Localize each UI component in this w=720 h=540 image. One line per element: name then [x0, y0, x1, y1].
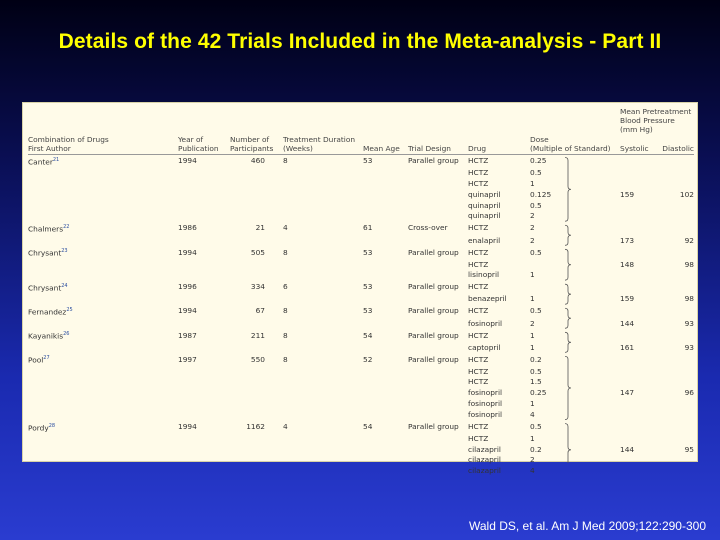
- diastolic-bp: 93: [684, 342, 694, 352]
- diastolic-bp: 95: [684, 444, 694, 454]
- trial-design: Parallel group: [408, 282, 459, 292]
- dose-multiple: 4: [530, 409, 535, 419]
- dose-braces: [23, 103, 699, 463]
- dose-multiple: 2: [530, 223, 535, 233]
- brace-mark: [565, 158, 571, 222]
- dose-multiple: 1.5: [530, 377, 542, 387]
- diastolic-bp: 92: [684, 235, 694, 245]
- author-name: Chalmers: [28, 224, 64, 234]
- drug-name: HCTZ: [468, 179, 489, 189]
- citation: Wald DS, et al. Am J Med 2009;122:290-300: [468, 519, 706, 533]
- header-year: Year of Publication: [178, 135, 230, 155]
- mean-age: 53: [363, 247, 373, 257]
- slide-title: Details of the 42 Trials Included in the Meta-analysis - Part II: [58, 30, 662, 53]
- bp-group-header: Mean Pretreatment Blood Pressure (mm Hg): [620, 107, 692, 134]
- duration-weeks: 8: [283, 330, 288, 340]
- diastolic-bp: 96: [684, 388, 694, 398]
- duration-weeks: 4: [283, 223, 288, 233]
- publication-year: 1986: [178, 223, 197, 233]
- publication-year: 1987: [178, 330, 197, 340]
- mean-age: 54: [363, 421, 373, 431]
- drug-name: quinapril: [468, 189, 501, 199]
- dose-multiple: 1: [530, 342, 535, 352]
- participants: 211: [250, 330, 265, 340]
- brace-mark: [565, 225, 571, 245]
- empty-cell: [408, 466, 468, 477]
- trial-design: Parallel group: [408, 156, 459, 166]
- systolic-bp: 144: [620, 318, 635, 328]
- dose-multiple: 1: [530, 270, 535, 280]
- drug-name: lisinopril: [468, 270, 500, 280]
- drug-name: enalapril: [468, 235, 501, 245]
- participants: 334: [250, 282, 265, 292]
- dose-multiple: 0.5: [530, 168, 542, 178]
- drug-name: HCTZ: [468, 421, 489, 431]
- header-author: Combination of Drugs First Author: [28, 135, 178, 155]
- author-name: Canter: [28, 157, 53, 167]
- empty-cell: [230, 466, 283, 477]
- brace-mark: [565, 249, 571, 280]
- participants: 505: [250, 247, 265, 257]
- mean-age: 53: [363, 156, 373, 166]
- dose-multiple: 0.2: [530, 444, 542, 454]
- dose-multiple: 2: [530, 455, 535, 465]
- duration-weeks: 8: [283, 306, 288, 316]
- mean-age: 52: [363, 354, 373, 364]
- dose-multiple: 1: [530, 330, 535, 340]
- author-name: Chrysant: [28, 283, 62, 293]
- drug-name: benazepril: [468, 294, 507, 304]
- header-drug: Drug: [468, 135, 530, 155]
- header-dose: Dose (Multiple of Standard): [530, 135, 620, 155]
- systolic-bp: 144: [620, 444, 635, 454]
- trials-table-panel: [22, 102, 698, 476]
- drug-name: HCTZ: [468, 377, 489, 387]
- duration-weeks: 8: [283, 156, 288, 166]
- drug-name: captopril: [468, 342, 501, 352]
- participants: 1162: [246, 421, 265, 431]
- trial-design: Parallel group: [408, 354, 459, 364]
- drug-name: HCTZ: [468, 330, 489, 340]
- dose-multiple: 0.25: [530, 156, 547, 166]
- author-name: Pordy: [28, 423, 49, 433]
- participants: 67: [255, 306, 265, 316]
- brace-mark: [565, 284, 571, 304]
- drug-name: quinapril: [468, 211, 501, 221]
- mean-age: 53: [363, 306, 373, 316]
- participants: 460: [250, 156, 265, 166]
- trial-design: Parallel group: [408, 306, 459, 316]
- drug-name: fosinopril: [468, 409, 503, 419]
- drug-name: HCTZ: [468, 354, 489, 364]
- dose-multiple: 0.5: [530, 366, 542, 376]
- diastolic-bp: 93: [684, 318, 694, 328]
- dose-multiple: 0.25: [530, 388, 547, 398]
- publication-year: 1994: [178, 306, 197, 316]
- drug-name: HCTZ: [468, 259, 489, 269]
- drug-name: HCTZ: [468, 433, 489, 443]
- mean-age: 61: [363, 223, 373, 233]
- drug-name: HCTZ: [468, 282, 489, 292]
- header-systolic: Systolic: [620, 135, 660, 155]
- header-age: Mean Age: [363, 135, 408, 155]
- author-name: Fernandez: [28, 307, 67, 317]
- diastolic-bp: 102: [679, 189, 694, 199]
- header-participants: Number of Participants: [230, 135, 283, 155]
- systolic-bp: 161: [620, 342, 635, 352]
- dose-multiple: 1: [530, 294, 535, 304]
- reference-number: 23: [61, 248, 68, 255]
- drug-name: HCTZ: [468, 366, 489, 376]
- reference-number: 25: [66, 307, 73, 314]
- duration-weeks: 4: [283, 421, 288, 431]
- publication-year: 1994: [178, 421, 197, 431]
- drug-name: fosinopril: [468, 388, 503, 398]
- dose-multiple: 4: [530, 466, 535, 476]
- drug-name: HCTZ: [468, 168, 489, 178]
- duration-weeks: 6: [283, 282, 288, 292]
- reference-number: 22: [63, 224, 70, 231]
- author-name: Chrysant: [28, 248, 62, 258]
- systolic-bp: 159: [620, 294, 635, 304]
- publication-year: 1994: [178, 247, 197, 257]
- brace-mark: [565, 424, 571, 463]
- drug-name: fosinopril: [468, 399, 503, 409]
- author-name: Kayanikis: [28, 331, 64, 341]
- empty-cell: [178, 466, 230, 477]
- trial-design: Parallel group: [408, 247, 459, 257]
- dose-multiple: 0.5: [530, 247, 542, 257]
- drug-name: quinapril: [468, 200, 501, 210]
- header-design: Trial Design: [408, 135, 468, 155]
- reference-number: 27: [43, 355, 50, 362]
- systolic-bp: 148: [620, 259, 635, 269]
- reference-number: 21: [52, 157, 60, 163]
- drug-name: fosinopril: [468, 318, 503, 328]
- dose-multiple: 0.5: [530, 421, 542, 431]
- publication-year: 1996: [178, 282, 197, 292]
- participants: 550: [250, 354, 265, 364]
- diastolic-bp: 98: [684, 294, 694, 304]
- publication-year: 1994: [178, 156, 197, 166]
- duration-weeks: 8: [283, 354, 288, 364]
- empty-cell: [620, 466, 660, 477]
- empty-cell: [660, 466, 694, 477]
- dose-multiple: 1: [530, 179, 535, 189]
- empty-cell: [363, 466, 408, 477]
- reference-number: 24: [61, 283, 68, 290]
- dose-multiple: 0.2: [530, 354, 542, 364]
- duration-weeks: 8: [283, 247, 288, 257]
- dose-multiple: 1: [530, 399, 535, 409]
- publication-year: 1997: [178, 354, 197, 364]
- systolic-bp: 173: [620, 235, 635, 245]
- dose-multiple: 0.5: [530, 306, 542, 316]
- empty-cell: [283, 466, 363, 477]
- diastolic-bp: 98: [684, 259, 694, 269]
- trial-design: Parallel group: [408, 421, 459, 431]
- brace-mark: [565, 308, 571, 328]
- drug-name: cilazapril: [468, 466, 501, 476]
- dose-multiple: 2: [530, 318, 535, 328]
- dose-multiple: 2: [530, 235, 535, 245]
- header-diastolic: Diastolic: [660, 135, 694, 155]
- systolic-bp: 147: [620, 388, 635, 398]
- dose-multiple: 0.5: [530, 200, 542, 210]
- drug-name: cilazapril: [468, 444, 501, 454]
- brace-mark: [565, 356, 571, 419]
- drug-name: HCTZ: [468, 223, 489, 233]
- drug-name: HCTZ: [468, 156, 489, 166]
- mean-age: 53: [363, 282, 373, 292]
- trial-design: Cross-over: [408, 223, 448, 233]
- participants: 21: [255, 223, 265, 233]
- dose-multiple: 1: [530, 433, 535, 443]
- trial-design: Parallel group: [408, 330, 459, 340]
- header-duration: Treatment Duration (Weeks): [283, 135, 363, 155]
- systolic-bp: 159: [620, 189, 635, 199]
- mean-age: 54: [363, 330, 373, 340]
- brace-mark: [565, 332, 571, 352]
- reference-number: 28: [48, 422, 56, 429]
- drug-name: cilazapril: [468, 455, 501, 465]
- dose-multiple: 2: [530, 211, 535, 221]
- author-name: Pool: [28, 355, 44, 365]
- drug-name: HCTZ: [468, 306, 489, 316]
- table-row: [28, 466, 694, 477]
- reference-number: 26: [63, 331, 70, 338]
- drug-name: HCTZ: [468, 247, 489, 257]
- empty-cell: [28, 466, 178, 477]
- dose-multiple: 0.125: [530, 189, 552, 199]
